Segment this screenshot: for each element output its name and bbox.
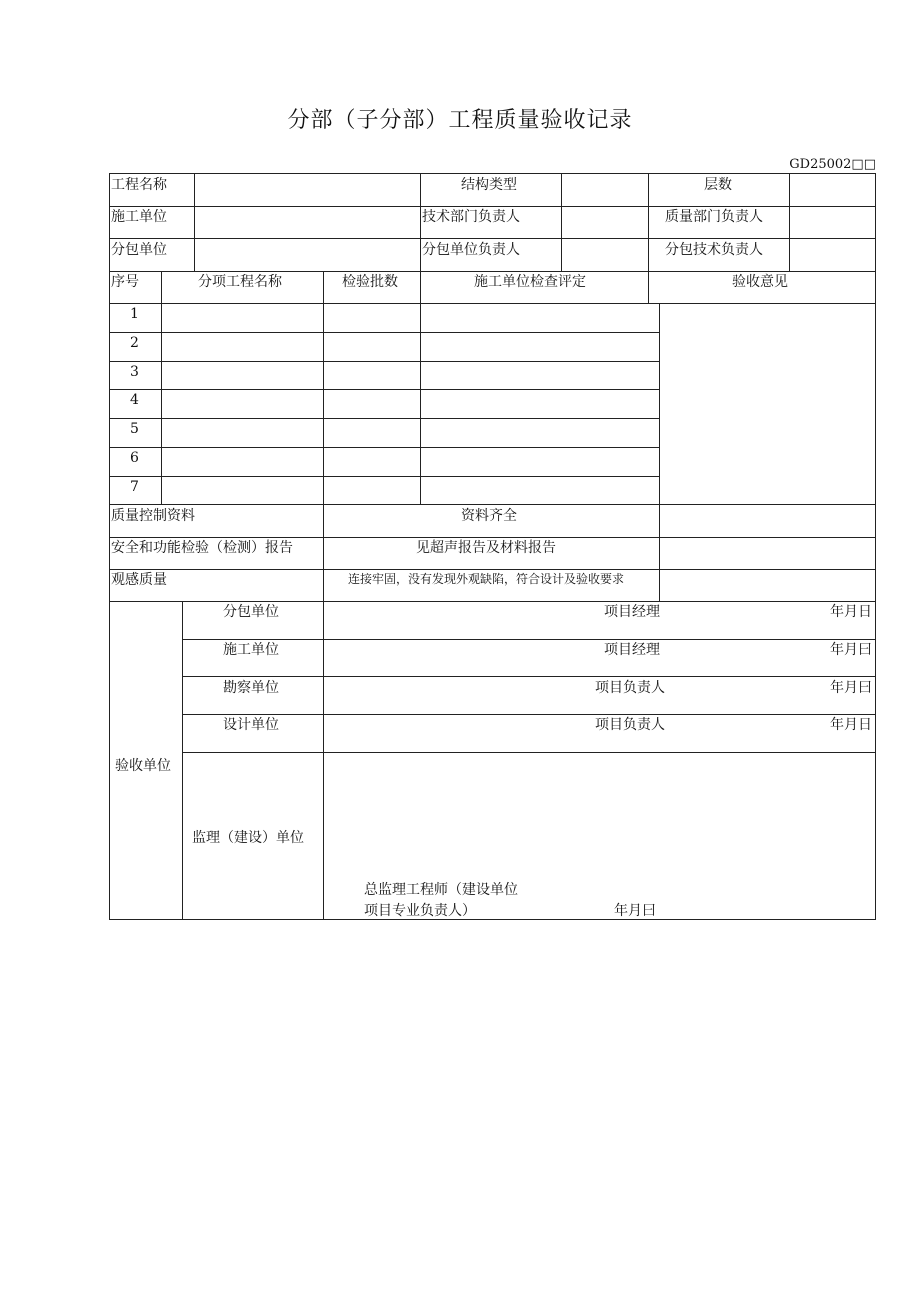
acceptance-unit-role: 项目负责人: [595, 717, 665, 733]
item-row-number: 4: [130, 392, 139, 408]
item-row-number: 6: [130, 450, 139, 466]
page-title: 分部（子分部）工程质量验收记录: [287, 108, 633, 133]
acceptance-group-label: 验收单位: [115, 758, 171, 774]
acceptance-unit-name: 施工单位: [223, 642, 279, 658]
floors-label: 层数: [704, 177, 732, 193]
col-header-self-check: 施工单位检查评定: [474, 274, 586, 290]
acceptance-unit-date: 年月日: [830, 604, 872, 620]
structure-type-label: 结构类型: [461, 177, 517, 193]
subcontract-unit-label: 分包单位: [111, 242, 167, 258]
acceptance-unit-name: 分包单位: [223, 604, 279, 620]
safety-function-label: 安全和功能检验（检测）报告: [111, 540, 293, 556]
tech-dept-head-label: 技术部门负责人: [422, 209, 520, 225]
acceptance-unit-role: 项目经理: [604, 604, 660, 620]
col-header-batch-count: 检验批数: [342, 274, 398, 290]
supervision-unit-name: 监理（建设）单位: [192, 830, 304, 846]
appearance-quality-label: 观感质量: [111, 572, 167, 588]
supervision-date: 年月曰: [614, 903, 656, 919]
acceptance-unit-role: 项目经理: [604, 642, 660, 658]
item-row-number: 5: [130, 421, 139, 437]
acceptance-unit-date: 年月曰: [830, 680, 872, 696]
project-name-label: 工程名称: [111, 177, 167, 193]
item-row-number: 7: [130, 479, 139, 495]
acceptance-unit-date: 年月日: [830, 717, 872, 733]
quality-dept-head-label: 质量部门负责人: [665, 209, 763, 225]
form-code: GD25002□□: [789, 157, 876, 172]
item-row-number: 2: [130, 335, 139, 351]
acceptance-unit-name: 设计单位: [223, 717, 279, 733]
quality-control-value: 资料齐全: [461, 508, 517, 524]
col-header-acceptance-opinion: 验收意见: [732, 274, 788, 290]
col-header-item-name: 分项工程名称: [198, 274, 282, 290]
supervision-signer-line1: 总监理工程师（建设单位: [364, 882, 518, 898]
subcontract-unit-head-label: 分包单位负责人: [422, 242, 520, 258]
construction-unit-label: 施工单位: [111, 209, 167, 225]
acceptance-unit-role: 项目负责人: [595, 680, 665, 696]
item-row-number: 1: [130, 306, 139, 322]
col-header-index: 序号: [111, 274, 139, 290]
safety-function-value: 见超声报告及材料报告: [416, 540, 556, 556]
acceptance-form: [109, 173, 876, 920]
quality-control-label: 质量控制资料: [111, 508, 195, 524]
item-row-number: 3: [130, 364, 139, 380]
supervision-signer-line2: 项目专业负责人）: [364, 903, 476, 919]
subcontract-tech-head-label: 分包技术负责人: [665, 242, 763, 258]
appearance-quality-value: 连接牢固，没有发现外观缺陷，符合设计及验收要求: [348, 572, 625, 586]
acceptance-unit-name: 勘察单位: [223, 680, 279, 696]
acceptance-unit-date: 年月曰: [830, 642, 872, 658]
